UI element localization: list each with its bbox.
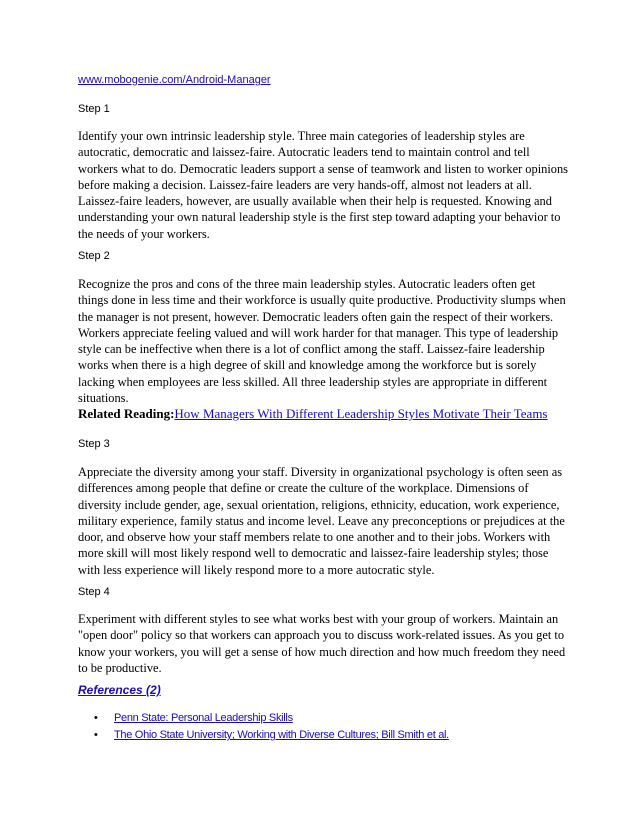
reference-item [78, 729, 449, 746]
step-4-heading: Step 4 [78, 586, 110, 598]
reference-item [78, 712, 449, 729]
bullet-icon: • [94, 729, 98, 741]
related-reading [78, 406, 548, 422]
step-2-paragraph: Recognize the pros and cons of the three main leadership styles. Autocratic leaders often get things done in less time and their workforce is usually quite productive. Productivity slumps when the manager is not present, however. Democratic leaders often gain the respect of their workers. Workers appreciate feeling valued and will work harder for that manager. This type of leadership style can be ineffective when there is a lot of conflict among the staff. Laissez-faire leadership works when there is a high degree of skill and knowledge among the workforce but is sorely lacking when employees are less skilled. All three leadership styles are appropriate in different situations. [78, 277, 566, 406]
related-reading-link[interactable]: How Managers With Different Leadership Styles Motivate Their Teams [174, 406, 548, 421]
source-url-link[interactable]: www.mobogenie.com/Android-Manager [78, 74, 271, 86]
references-list [78, 712, 449, 746]
related-reading-label: Related Reading: [78, 406, 175, 421]
step-2-heading: Step 2 [78, 250, 110, 262]
reference-link-penn-state[interactable]: Penn State: Personal Leadership Skills [114, 712, 293, 724]
step-3-paragraph: Appreciate the diversity among your staff. Diversity in organizational psychology is often seen as differences among people that define or create the culture of the workplace. Dimensions of diversity include gender, age, sexual orientation, religions, ethnicity, education, work experience, military experience, family status and income level. Leave any preconceptions or prejudices at the door, and observe how your staff members relate to one another and to their jobs. Workers with more skill will most likely respond well to democratic and laissez-faire leadership styles; those with less experience will likely respond more to a more autocratic style. [78, 465, 565, 577]
reference-link-ohio-state[interactable]: The Ohio State University; Working with Diverse Cultures; Bill Smith et al. [114, 729, 449, 741]
step-4-paragraph: Experiment with different styles to see what works best with your group of workers. Maintain an "open door" policy so that workers can approach you to discuss work-related issues. As you get to know your workers, you will get a sense of how much direction and how much freedom they need to be productive. [78, 612, 566, 675]
references-heading[interactable]: References (2) [78, 683, 161, 697]
step-1-paragraph: Identify your own intrinsic leadership style. Three main categories of leadership styles are autocratic, democratic and laissez-faire. Autocratic leaders tend to maintain control and tell workers what to do. Democratic leaders support a sense of teamwork and listen to worker opinions before making a decision. Laissez-faire leaders are very hands-off, almost not leaders at all. Laissez-faire leaders, however, are usually available when their help is requested. Knowing and understanding your own natural leadership style is the first step toward adapting your behavior to the needs of your workers. [78, 129, 568, 241]
step-3-heading: Step 3 [78, 438, 110, 450]
step-1-heading: Step 1 [78, 103, 110, 115]
bullet-icon: • [94, 712, 98, 724]
